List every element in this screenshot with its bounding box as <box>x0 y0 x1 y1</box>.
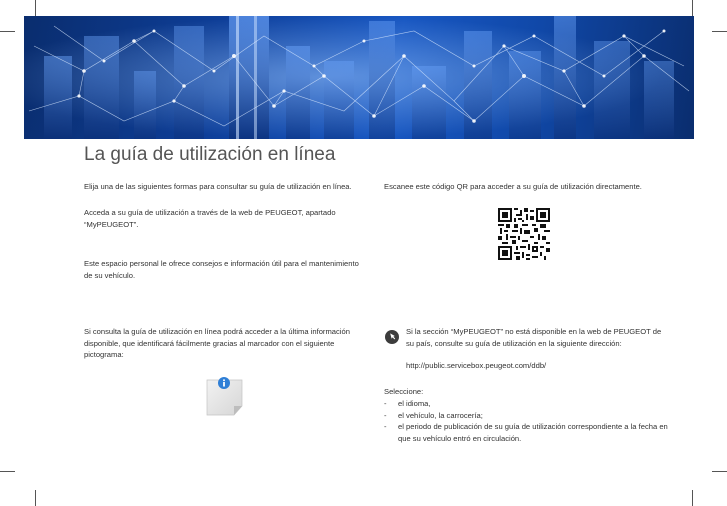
list-item <box>384 421 669 444</box>
qr-code-icon[interactable] <box>498 208 550 260</box>
list-item-text: el periodo de publicación de su guía de utilización correspondiente a la fecha en que su vehículo entró en circulación. <box>398 422 668 443</box>
list-dash: - <box>384 399 387 408</box>
select-options-list <box>384 398 669 444</box>
servicebox-url: http://public.servicebox.peugeot.com/ddb/ <box>406 361 547 370</box>
crop-mark <box>712 31 727 32</box>
info-note-paragraph: Si la sección “MyPEUGEOT” no está disponible en la web de PEUGEOT de su país, consulte su guía de utilización en la siguiente dirección: <box>406 327 662 348</box>
list-item <box>384 410 669 422</box>
list-item-text: el idioma, <box>398 399 431 408</box>
personal-space-paragraph: Este espacio personal le ofrece consejos e información útil para el mantenimiento de su vehículo. <box>84 259 359 280</box>
intro-paragraph: Elija una de las siguientes formas para consultar su guía de utilización en línea. <box>84 182 352 191</box>
select-label: Seleccione: <box>384 387 424 396</box>
crop-mark <box>692 0 693 16</box>
pictogram-paragraph: Si consulta la guía de utilización en línea podrá acceder a la última información disponible, que identificará fácilmente gracias al marcador con el siguiente pictograma: <box>84 327 350 359</box>
crop-mark <box>712 471 727 472</box>
website-paragraph: Acceda a su guía de utilización a través de la web de PEUGEOT, apartado “MyPEUGEOT”. <box>84 208 336 229</box>
list-item-text: el vehículo, la carrocería; <box>398 410 483 420</box>
list-dash: - <box>384 410 387 420</box>
info-pointer-icon <box>385 330 399 344</box>
crop-mark <box>0 471 15 472</box>
crop-mark <box>35 490 36 506</box>
qr-instruction-paragraph: Escanee este código QR para acceder a su guía de utilización directamente. <box>384 182 642 191</box>
list-item <box>384 398 669 410</box>
page-title: La guía de utilización en línea <box>84 144 336 165</box>
crop-mark <box>0 31 15 32</box>
city-network-banner <box>24 16 694 139</box>
crop-mark <box>35 0 36 16</box>
updated-info-note-icon <box>206 376 244 416</box>
city-network-image <box>24 16 694 139</box>
list-dash: - <box>384 422 387 431</box>
crop-mark <box>692 490 693 506</box>
